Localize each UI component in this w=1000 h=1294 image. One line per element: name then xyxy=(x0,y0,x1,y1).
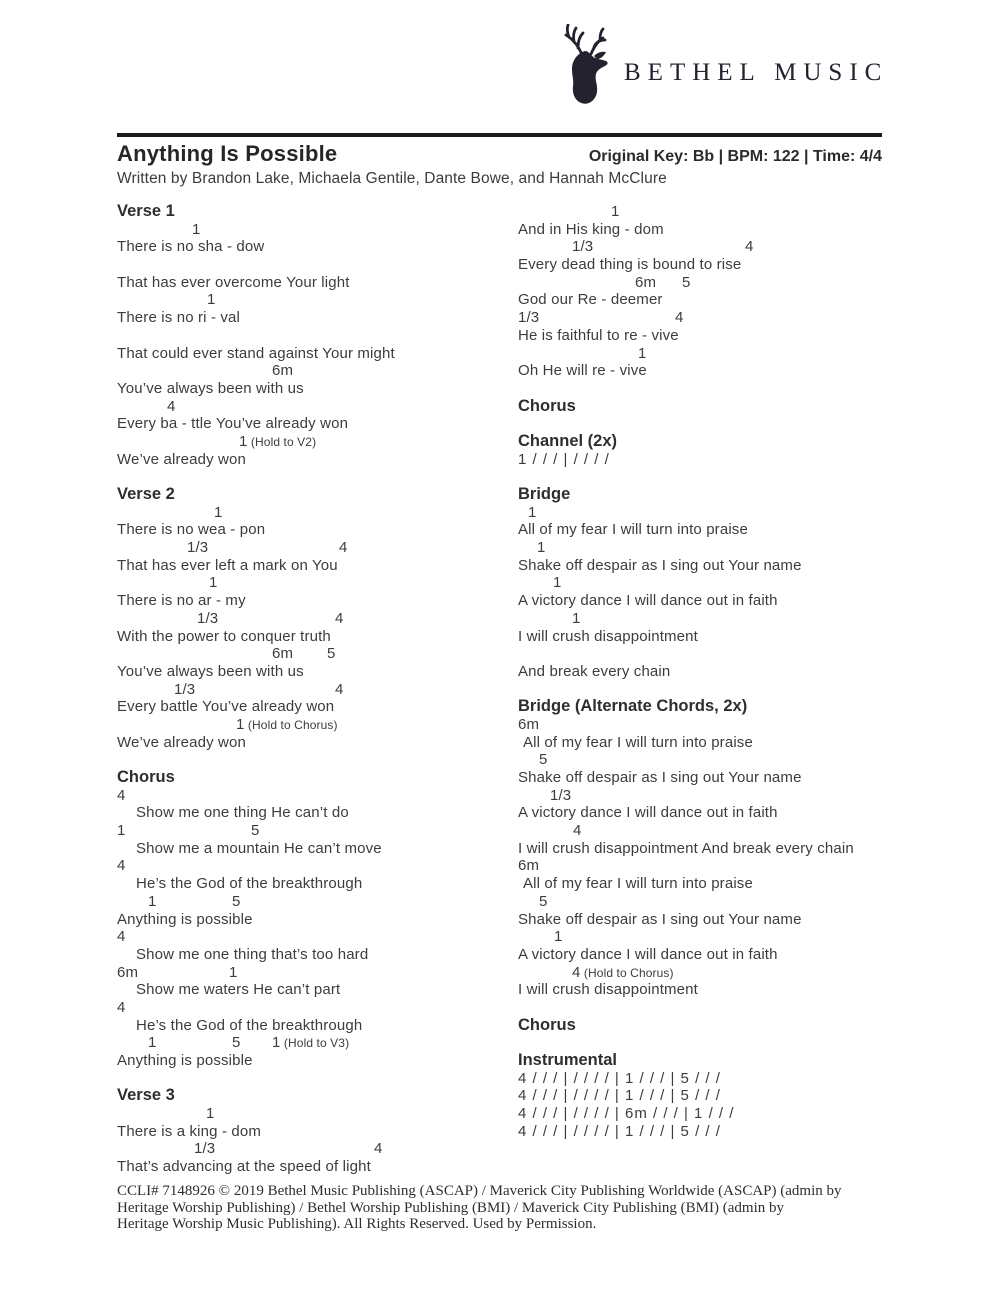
lyric-line: And in His king - dom xyxy=(518,220,664,238)
lyric-line: That has ever left a mark on You xyxy=(117,556,338,574)
chord: 6m xyxy=(272,362,294,380)
brand-name: BETHEL MUSIC xyxy=(624,59,889,86)
chord: 1 xyxy=(206,1105,215,1123)
chord-line xyxy=(518,574,918,592)
chord-line xyxy=(117,433,517,451)
lyric-line: I will crush disappointment xyxy=(518,981,698,999)
chord-line xyxy=(518,309,918,327)
section-heading: Bridge (Alternate Chords, 2x) xyxy=(518,697,748,716)
blank-line xyxy=(518,645,918,663)
song-section xyxy=(518,398,918,416)
chord-line xyxy=(117,857,517,875)
header-divider xyxy=(117,133,882,137)
right-column xyxy=(518,203,918,1158)
lyric-line: That has ever overcome Your light xyxy=(117,273,350,291)
lyric-line: With the power to conquer truth xyxy=(117,627,331,645)
blank-line xyxy=(117,256,517,274)
chord-line xyxy=(518,504,918,522)
chord: 4 xyxy=(573,822,582,840)
section-heading: Verse 3 xyxy=(117,1086,175,1105)
lyric-line: Show me waters He can’t part xyxy=(136,981,341,999)
lyric-line: Shake off despair as I sing out Your name xyxy=(518,556,802,574)
chord-line xyxy=(117,539,517,557)
section-heading: Chorus xyxy=(518,1015,576,1034)
song-section xyxy=(518,203,918,380)
lyric-line: Every ba - ttle You’ve already won xyxy=(117,415,349,433)
song-section xyxy=(518,698,918,999)
lyric-line: That’s advancing at the speed of light xyxy=(117,1158,371,1176)
chord-note: (Hold to Chorus) xyxy=(580,965,674,980)
bethel-music-logo xyxy=(556,24,888,106)
chord: 6m xyxy=(272,645,294,663)
lyric-line: Show me one thing that’s too hard xyxy=(136,945,369,963)
chord: 1 (Hold to Chorus) xyxy=(236,715,338,733)
chord: 1 xyxy=(117,822,126,840)
chord: 4 xyxy=(675,309,684,327)
lyric-line: Shake off despair as I sing out Your name xyxy=(518,769,802,786)
chord: 1 xyxy=(638,344,647,362)
chord: 1 xyxy=(207,291,216,309)
rhythm-line: 4 / / / | / / / / | 1 / / / | 5 / / / xyxy=(518,1122,721,1140)
lyric-line: God our Re - deemer xyxy=(518,291,663,309)
lyric-line: I will crush disappointment And break every chain xyxy=(518,839,854,857)
section-heading: Verse 1 xyxy=(117,202,175,220)
chord-line xyxy=(518,238,918,256)
song-section xyxy=(117,203,517,468)
chord: 4 xyxy=(117,857,126,875)
lyric-line: I will crush disappointment xyxy=(518,627,698,645)
lyric-line: Show me a mountain He can’t move xyxy=(136,839,382,857)
lyric-line: Anything is possible xyxy=(117,910,253,928)
lyric-line: We’ve already won xyxy=(117,733,247,751)
chord: 6m xyxy=(117,963,139,981)
chord-line xyxy=(117,291,517,309)
lyric-line: There is no wea - pon xyxy=(117,521,266,539)
chord: 1 xyxy=(148,892,157,910)
lyric-line: Every dead thing is bound to rise xyxy=(518,256,742,274)
chord: 4 xyxy=(339,539,348,557)
chord-line xyxy=(117,1140,517,1158)
chord-line xyxy=(518,274,918,292)
song-meta: Original Key: Bb | BPM: 122 | Time: 4/4 xyxy=(588,148,882,165)
chord: 1 xyxy=(572,609,581,627)
chord-line xyxy=(518,857,918,875)
chord: 4 xyxy=(117,928,126,946)
chord: 5 xyxy=(232,1034,241,1052)
chord-line xyxy=(117,787,517,805)
chord: 1/3 xyxy=(572,238,594,256)
rhythm-line: 4 / / / | / / / / | 6m / / / | 1 / / / xyxy=(518,1105,735,1123)
chord: 1 (Hold to V2) xyxy=(239,432,317,450)
section-heading: Verse 2 xyxy=(117,485,175,503)
chord: 1 xyxy=(229,963,238,981)
chord: 4 xyxy=(167,397,176,415)
lyric-line: All of my fear I will turn into praise xyxy=(523,733,753,751)
chord: 5 xyxy=(232,892,241,910)
chord: 6m xyxy=(518,857,540,875)
song-section xyxy=(117,1087,517,1175)
chord-line xyxy=(518,928,918,946)
chord: 1/3 xyxy=(174,680,196,698)
chord: 1 xyxy=(148,1034,157,1052)
song-section xyxy=(518,433,918,468)
lyric-line: Show me one thing He can’t do xyxy=(136,804,349,822)
chord: 1/3 xyxy=(550,786,572,804)
chord: 4 xyxy=(745,238,754,256)
lyric-line: You’ve always been with us xyxy=(117,662,304,680)
song-section xyxy=(117,486,517,751)
chord: 5 xyxy=(682,273,691,291)
chord: 1 xyxy=(537,539,546,557)
chord: 4 xyxy=(117,786,126,804)
blank-line xyxy=(117,327,517,345)
chord: 5 xyxy=(327,645,336,663)
chord: 4 xyxy=(335,609,344,627)
deer-icon xyxy=(556,24,614,106)
lyric-line: There is no ar - my xyxy=(117,592,246,610)
chord-line xyxy=(518,964,918,982)
lyric-line: Anything is possible xyxy=(117,1052,253,1069)
chord: 6m xyxy=(635,273,657,291)
chord: 4 xyxy=(117,998,126,1016)
chord: 1/3 xyxy=(518,309,540,327)
chord: 1 xyxy=(611,203,620,220)
lyric-line: A victory dance I will dance out in faith xyxy=(518,804,778,822)
lyric-line: That could ever stand against Your might xyxy=(117,344,395,362)
lyric-line: A victory dance I will dance out in faith xyxy=(518,592,778,610)
chord: 1 (Hold to V3) xyxy=(272,1034,350,1052)
copyright-line: Heritage Worship Publishing) / Bethel Worship Publishing (BMI) / Maverick City Publishing (BMI) (admin by xyxy=(117,1199,784,1216)
chord: 5 xyxy=(251,822,260,840)
chord: 1/3 xyxy=(194,1140,216,1158)
chord-line xyxy=(117,893,517,911)
chord: 1 xyxy=(528,503,537,521)
chord-note: (Hold to V3) xyxy=(280,1036,350,1051)
chord-line xyxy=(518,345,918,363)
lyric-line: He’s the God of the breakthrough xyxy=(136,875,363,893)
section-heading: Channel (2x) xyxy=(518,431,618,450)
chord-line xyxy=(117,822,517,840)
chord-note: (Hold to V2) xyxy=(247,434,317,449)
chord: 4 xyxy=(374,1140,383,1158)
chord-line xyxy=(518,716,918,734)
lyric-line: All of my fear I will turn into praise xyxy=(523,875,753,893)
chord-line xyxy=(518,610,918,628)
lyric-line: Shake off despair as I sing out Your name xyxy=(518,910,802,928)
chord-line xyxy=(117,398,517,416)
chord: 1 xyxy=(553,574,562,592)
section-heading: Chorus xyxy=(518,396,576,415)
copyright-line: Heritage Worship Music Publishing). All Rights Reserved. Used by Permission. xyxy=(117,1216,597,1233)
song-section xyxy=(117,769,517,1070)
lyric-line: A victory dance I will dance out in faith xyxy=(518,945,778,963)
chord: 5 xyxy=(539,892,548,910)
lyric-line: Oh He will re - vive xyxy=(518,362,647,380)
rhythm-line: 4 / / / | / / / / | 1 / / / | 5 / / / xyxy=(518,1069,721,1087)
chord-line xyxy=(518,893,918,911)
chord-note: (Hold to Chorus) xyxy=(244,717,338,732)
lyric-line: He is faithful to re - vive xyxy=(518,326,679,344)
rhythm-line: 1 / / / | / / / / xyxy=(518,450,610,468)
chord-line xyxy=(117,928,517,946)
song-section xyxy=(518,486,918,681)
chord-line xyxy=(117,999,517,1017)
lyric-line: We’ve already won xyxy=(117,450,247,468)
section-heading: Bridge xyxy=(518,485,571,503)
chord-line xyxy=(117,574,517,592)
chord-line xyxy=(117,681,517,699)
section-heading: Chorus xyxy=(117,768,175,786)
chord: 1 xyxy=(554,928,563,946)
chord: 1 xyxy=(214,503,223,521)
lyric-line: He’s the God of the breakthrough xyxy=(136,1016,363,1034)
song-section xyxy=(518,1017,918,1035)
chord: 1/3 xyxy=(187,539,209,557)
byline: Written by Brandon Lake, Michaela Gentile, Dante Bowe, and Hannah McClure xyxy=(117,170,667,187)
chord-line xyxy=(518,787,918,805)
chord-line xyxy=(117,504,517,522)
lyric-line: All of my fear I will turn into praise xyxy=(518,521,748,539)
chord-line xyxy=(117,362,517,380)
copyright-notice xyxy=(117,1183,907,1233)
chord-line xyxy=(117,645,517,663)
rhythm-line: 4 / / / | / / / / | 1 / / / | 5 / / / xyxy=(518,1087,721,1105)
chord-line xyxy=(117,1105,517,1123)
chord-line xyxy=(117,964,517,982)
lyric-line: Every battle You’ve already won xyxy=(117,698,335,716)
copyright-line: CCLI# 7148926 © 2019 Bethel Music Publishing (ASCAP) / Maverick City Publishing Worldwide (ASCAP) (admin by xyxy=(117,1183,842,1199)
chord: 5 xyxy=(539,751,548,769)
chord-line xyxy=(117,1034,517,1052)
chord-line xyxy=(518,751,918,769)
title-row xyxy=(117,141,882,167)
chord: 4 (Hold to Chorus) xyxy=(572,963,674,981)
lyric-line: And break every chain xyxy=(518,662,671,680)
chord: 1 xyxy=(192,220,201,238)
chord: 1 xyxy=(209,574,218,592)
lyric-line: There is no sha - dow xyxy=(117,238,265,256)
section-heading: Instrumental xyxy=(518,1051,618,1069)
left-column xyxy=(117,203,517,1194)
chord-line xyxy=(117,610,517,628)
chord-line xyxy=(518,539,918,557)
chord: 6m xyxy=(518,715,540,733)
lyric-line: There is no ri - val xyxy=(117,309,241,327)
lyric-line: You’ve always been with us xyxy=(117,379,304,397)
song-section xyxy=(518,1052,918,1140)
chord-line xyxy=(518,203,918,221)
chord: 1/3 xyxy=(197,609,219,627)
chord: 4 xyxy=(335,680,344,698)
chord-line xyxy=(117,716,517,734)
lyric-line: There is a king - dom xyxy=(117,1122,262,1140)
song-title: Anything Is Possible xyxy=(117,141,338,166)
chord-line xyxy=(117,221,517,239)
chord-line xyxy=(518,822,918,840)
